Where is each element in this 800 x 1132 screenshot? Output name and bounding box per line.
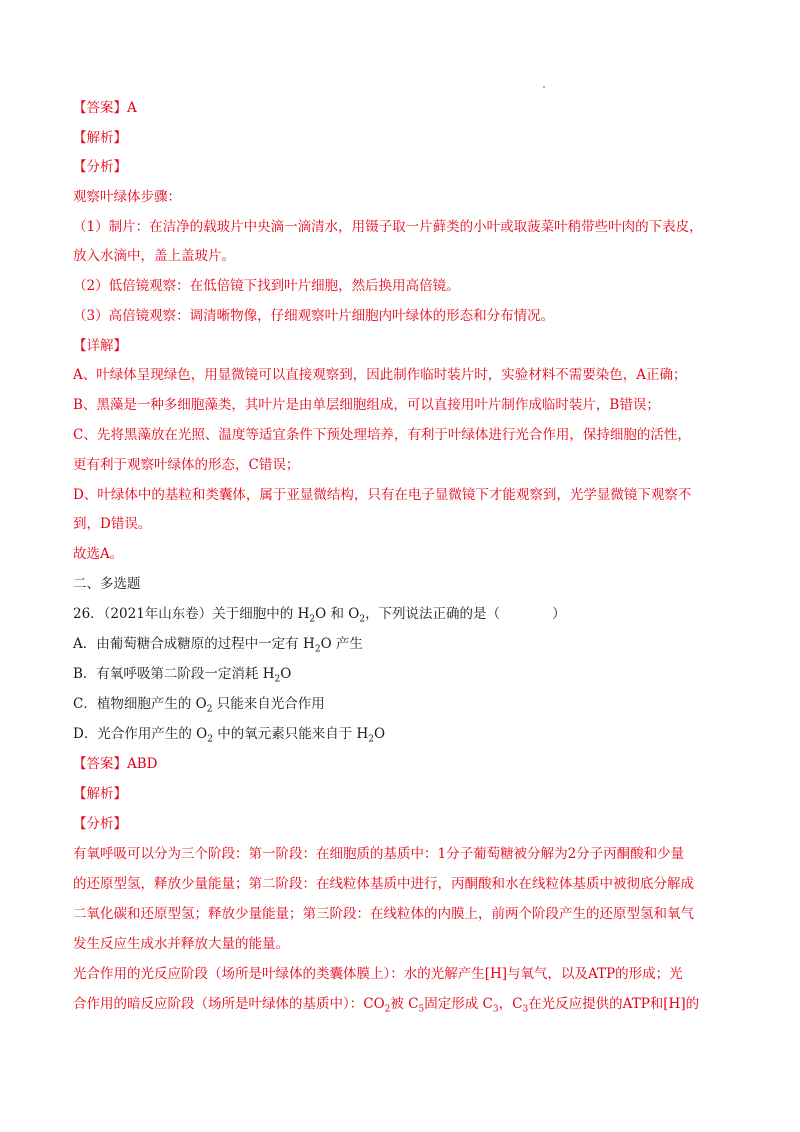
- analysis-text: （3）高倍镜观察：调清晰物像，仔细观察叶片细胞内叶绿体的形态和分布情况。: [73, 308, 555, 324]
- option-a: A．由葡萄糖合成糖原的过程中一定有 $H_2O$ 产生: [73, 636, 363, 655]
- page-mark: [543, 86, 545, 88]
- analysis-subheading-25: 【分析】: [73, 159, 127, 175]
- analysis-heading-26: 【解析】: [73, 786, 127, 802]
- detail-text: A、叶绿体呈现绿色，用显微镜可以直接观察到，因此制作临时装片时，实验材料不需要染色，A正确；: [73, 367, 687, 383]
- analysis-text: （2）低倍镜观察：在低倍镜下找到叶片细胞，然后换用高倍镜。: [73, 278, 460, 294]
- analysis-text: 发生反应生成水并释放大量的能量。: [73, 936, 289, 952]
- detail-text: C、先将黑藻放在光照、温度等适宜条件下预处理培养，有利于叶绿体进行光合作用，保持细胞的活性，: [73, 427, 691, 443]
- analysis-text: 合作用的暗反应阶段（场所是叶绿体的基质中）：$CO_2$被 $C_5$固定形成 $C_3$，$C_3$在光反应提供的ATP和[H]的: [73, 996, 700, 1015]
- question-stem-26: 26．（2021年山东卷）关于细胞中的 $H_2O$ 和 $O_2$，下列说法正确的是（ ）: [73, 606, 566, 625]
- analysis-text: 观察叶绿体步骤：: [73, 189, 181, 205]
- detail-text: 到，D错误。: [73, 516, 152, 532]
- option-b: B．有氧呼吸第二阶段一定消耗 $H_2O$: [73, 666, 292, 685]
- analysis-heading-25: 【解析】: [73, 130, 127, 146]
- option-c: C．植物细胞产生的 $O_2$ 只能来自光合作用: [73, 696, 325, 715]
- analysis-text: 有氧呼吸可以分为三个阶段：第一阶段：在细胞质的基质中：1分子葡萄糖被分解为2分子丙酮酸和少量: [73, 846, 685, 862]
- detail-text: B、黑藻是一种多细胞藻类，其叶片是由单层细胞组成，可以直接用叶片制作成临时装片，B错误；: [73, 397, 660, 413]
- analysis-text: 的还原型氢，释放少量能量；第二阶段：在线粒体基质中进行，丙酮酸和水在线粒体基质中被彻底分解成: [73, 876, 694, 892]
- answer-line-25: 【答案】A: [73, 100, 137, 116]
- analysis-text: 光合作用的光反应阶段（场所是叶绿体的类囊体膜上）：水的光解产生[H]与氧气，以及ATP的形成；光: [73, 966, 683, 982]
- answer-line-26: 【答案】ABD: [73, 756, 158, 772]
- analysis-text: （1）制片：在洁净的载玻片中央滴一滴清水，用镊子取一片藓类的小叶或取菠菜叶稍带些叶肉的下表皮，: [73, 219, 703, 235]
- detail-text: D、叶绿体中的基粒和类囊体，属于亚显微结构，只有在电子显微镜下才能观察到，光学显微镜下观察不: [73, 487, 692, 503]
- analysis-text: 二氧化碳和还原型氢；释放少量能量；第三阶段：在线粒体的内膜上，前两个阶段产生的还原型氢和氧气: [73, 906, 694, 922]
- analysis-subheading-26: 【分析】: [73, 816, 127, 832]
- conclusion-line: 故选A。: [73, 546, 124, 562]
- section-heading: 二、多选题: [73, 576, 141, 592]
- detail-heading-25: 【详解】: [73, 338, 127, 354]
- option-d: D．光合作用产生的 $O_2$ 中的氧元素只能来自于 $H_2O$: [73, 726, 386, 745]
- analysis-text: 放入水滴中，盖上盖玻片。: [73, 248, 235, 264]
- detail-text: 更有利于观察叶绿体的形态，C错误；: [73, 457, 300, 473]
